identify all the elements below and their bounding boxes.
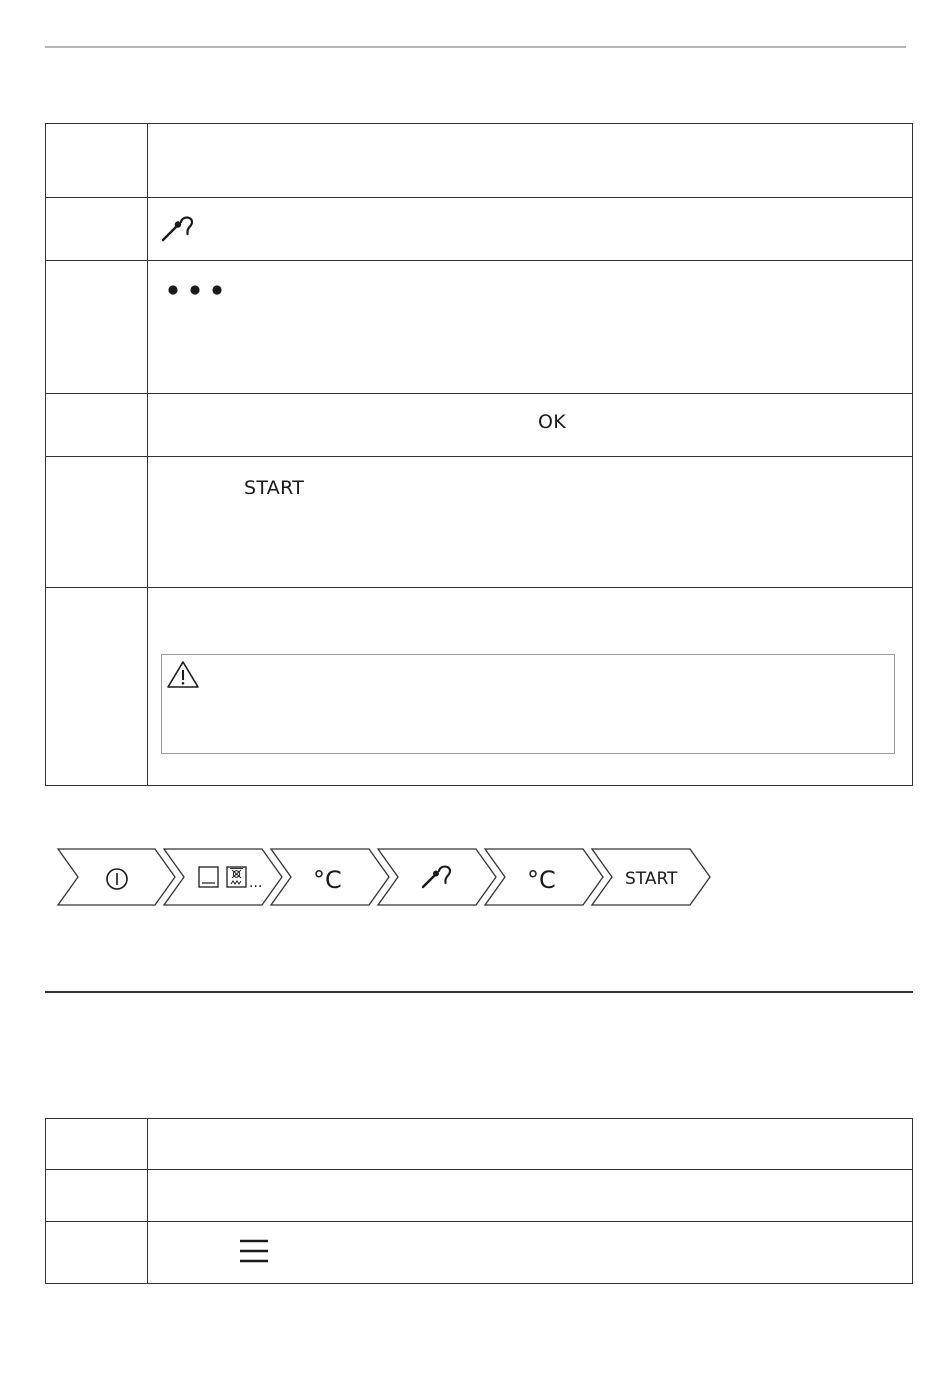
ok-button-label: OK: [538, 411, 567, 433]
procedure-table-2: [45, 1118, 913, 1284]
table-row: [46, 198, 913, 261]
step-number-cell: [46, 124, 148, 198]
table-row: [46, 261, 913, 394]
step-number-cell: [46, 394, 148, 457]
step-content-cell: [148, 198, 913, 261]
step-number-cell: [46, 1119, 148, 1170]
warning-box: [161, 654, 895, 754]
flow-step-power: [58, 849, 175, 905]
step-number-cell: [46, 1170, 148, 1222]
temperature-celsius-icon: °C: [313, 866, 342, 894]
step-content-cell: [148, 261, 913, 394]
start-label: START: [625, 869, 678, 889]
table-row: [46, 394, 913, 457]
table-row: [46, 1170, 913, 1222]
procedure-table: [45, 123, 913, 786]
table-row: [46, 1222, 913, 1284]
section-divider: [45, 991, 913, 993]
flow-step-probe-temperature: [485, 849, 603, 905]
step-number-cell: [46, 457, 148, 588]
step-content-cell: [148, 394, 913, 457]
temperature-celsius-icon: °C: [527, 866, 556, 894]
step-content-cell: [148, 124, 913, 198]
table-row: [46, 1119, 913, 1170]
table-row: [46, 457, 913, 588]
three-dots-icon: [166, 283, 226, 297]
step-content-cell: [148, 457, 913, 588]
start-button-label: START: [244, 477, 305, 499]
flow-step-oven-function: [164, 849, 282, 905]
table-row: [46, 124, 913, 198]
step-number-cell: [46, 198, 148, 261]
step-number-cell: [46, 261, 148, 394]
top-divider: [45, 46, 906, 48]
step-content-cell: [148, 1222, 913, 1284]
flow-step-temperature: [271, 849, 389, 905]
step-content-cell: [148, 588, 913, 786]
step-number-cell: [46, 1222, 148, 1284]
flow-step-food-probe: [378, 849, 496, 905]
ellipsis-label: ...: [249, 875, 263, 891]
step-content-cell: [148, 1119, 913, 1170]
warning-triangle-icon: [166, 660, 200, 690]
table-row: [46, 588, 913, 786]
step-number-cell: [46, 588, 148, 786]
food-probe-icon: [161, 213, 197, 243]
hamburger-menu-icon: [239, 1238, 269, 1264]
flow-step-start: [592, 849, 710, 905]
step-content-cell: [148, 1170, 913, 1222]
